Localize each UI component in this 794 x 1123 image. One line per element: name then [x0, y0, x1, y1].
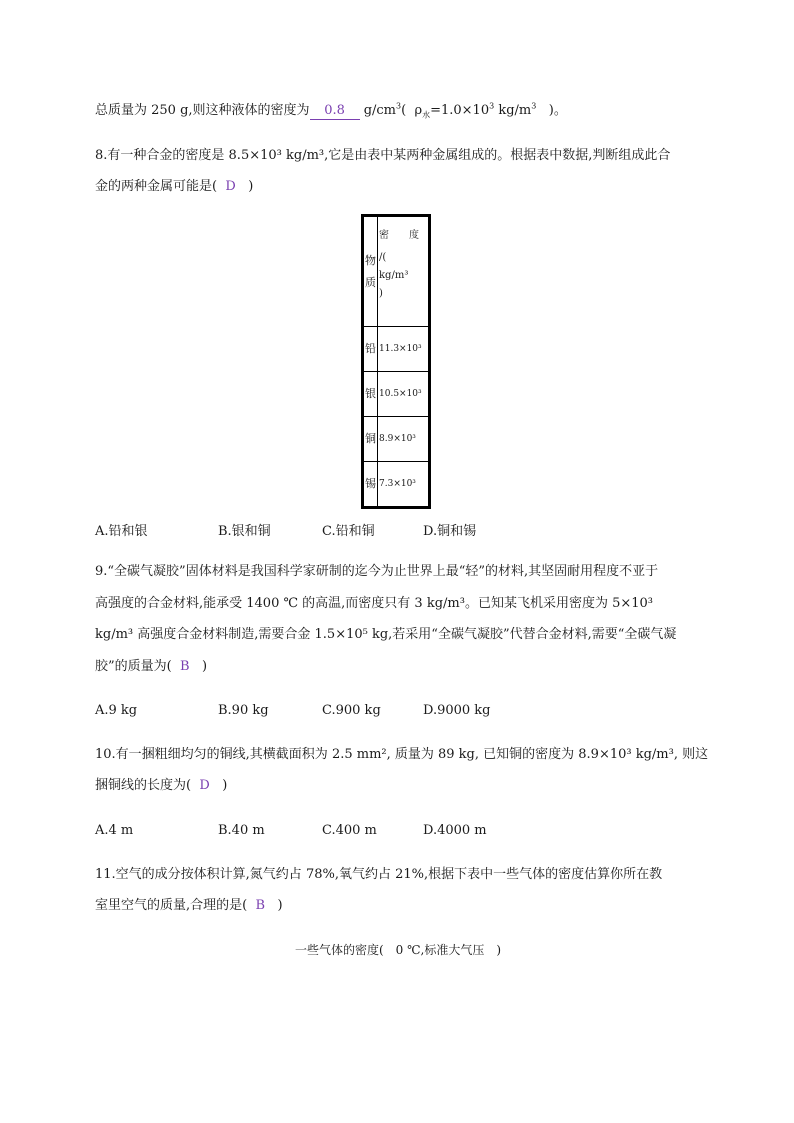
q8-option-d: D.铜和锡 [423, 524, 477, 539]
table-row [364, 327, 429, 372]
table-row [364, 417, 429, 462]
q9-close: ) [201, 659, 208, 674]
q9-option-b: B.90 kg [218, 703, 269, 718]
q10-line1: 10.有一捆粗细均匀的铜线,其横截面积为 2.5 mm², 质量为 89 kg, 已知铜的密度为 8.9×10³ kg/m³, 则这 [95, 747, 709, 762]
q9-option-d: D.9000 kg [423, 703, 491, 718]
q11-line1: 11.空气的成分按体积计算,氮气约占 78%,氧气约占 21%,根据下表中一些气体的密度估算你所在教 [95, 867, 663, 882]
q7-unit: g/cm [363, 103, 396, 118]
q9-line2: 高强度的合金材料,能承受 1400 ℃ 的高温,而密度只有 3 kg/m³。已知某飞机采用密度为 5×10³ [95, 596, 653, 611]
q9-line3: kg/m³ 高强度合金材料制造,需要合金 1.5×10⁵ kg,若采用“全碳气凝胶”代替合金材料,需要“全碳气凝 [95, 627, 677, 642]
q7-paren-close: )。 [548, 103, 567, 118]
q7-rho: ρ [414, 103, 423, 118]
q10-answer: D [199, 778, 210, 793]
q10-option-c: C.400 m [322, 823, 377, 838]
table-row [364, 462, 429, 507]
q8-line2 [95, 179, 253, 195]
q9-line1: 9.“全碳气凝胶”固体材料是我国科学家研制的迄今为止世界上最“轻”的材料,其坚固耐用程度不亚于 [95, 564, 659, 579]
q8-close: ) [248, 179, 254, 194]
q9-option-c: C.900 kg [322, 703, 381, 718]
table-cell-name: 铅 [364, 327, 378, 372]
metal-density-table [361, 214, 431, 509]
q11-answer: B [255, 898, 266, 913]
table-row [364, 372, 429, 417]
q8-option-a: A.铅和银 [95, 524, 148, 539]
table-header-density: 密 度 /( kg/m³ ) [378, 217, 429, 327]
q8-line1: 8.有一种合金的密度是 8.5×10³ kg/m³,它是由表中某两种金属组成的。根据表中数据,判断组成此合 [95, 148, 671, 163]
table-cell-name: 铜 [364, 417, 378, 462]
q7-rho-val: =1.0×10 [430, 103, 490, 118]
q10-option-d: D.4000 m [423, 823, 487, 838]
q9-option-a: A.9 kg [95, 703, 138, 718]
q8-answer: D [225, 179, 236, 194]
q11-line2 [95, 898, 283, 914]
q7-prefix: 总质量为 250 g,则这种液体的密度为 [95, 103, 310, 118]
q7-tail-line: 总质量为 250 g,则这种液体的密度为 0.8 $g/cm^3$( $\rho_水=1.0\times 10^3$ $kg/m^3$ )。 [95, 101, 567, 120]
q7-answer-blank: 0.8 [310, 103, 360, 120]
q11-line2-prefix: 室里空气的质量,合理的是( [95, 898, 248, 913]
q8-option-b: B.银和铜 [218, 524, 271, 539]
q10-option-b: B.40 m [218, 823, 265, 838]
gas-density-table-caption: 一些气体的密度( 0 ℃,标准大气压 ) [295, 943, 502, 957]
table-cell-name: 锡 [364, 462, 378, 507]
table-cell-density: 8.9×10³ [378, 417, 429, 462]
q10-line2-prefix: 捆铜线的长度为( [95, 778, 192, 793]
q7-rho-unit: kg/m [494, 103, 532, 118]
q7-rho-sub: 水 [422, 110, 431, 120]
table-cell-density: 10.5×10³ [378, 372, 429, 417]
table-cell-name: 银 [364, 372, 378, 417]
table-header-substance: 物 质 [364, 217, 378, 327]
q7-paren-open: ( [401, 103, 407, 118]
q9-line4-prefix: 胶”的质量为( [95, 659, 172, 674]
q8-line2-prefix: 金的两种金属可能是( [95, 179, 218, 194]
table-cell-density: 11.3×10³ [378, 327, 429, 372]
table-cell-density: 7.3×10³ [378, 462, 429, 507]
q9-line4 [95, 659, 207, 675]
q9-answer: B [179, 659, 190, 674]
q8-option-c: C.铅和铜 [322, 524, 375, 539]
q10-close: ) [222, 778, 228, 793]
q10-line2 [95, 778, 227, 794]
q10-option-a: A.4 m [95, 823, 134, 838]
q11-close: ) [277, 898, 283, 913]
